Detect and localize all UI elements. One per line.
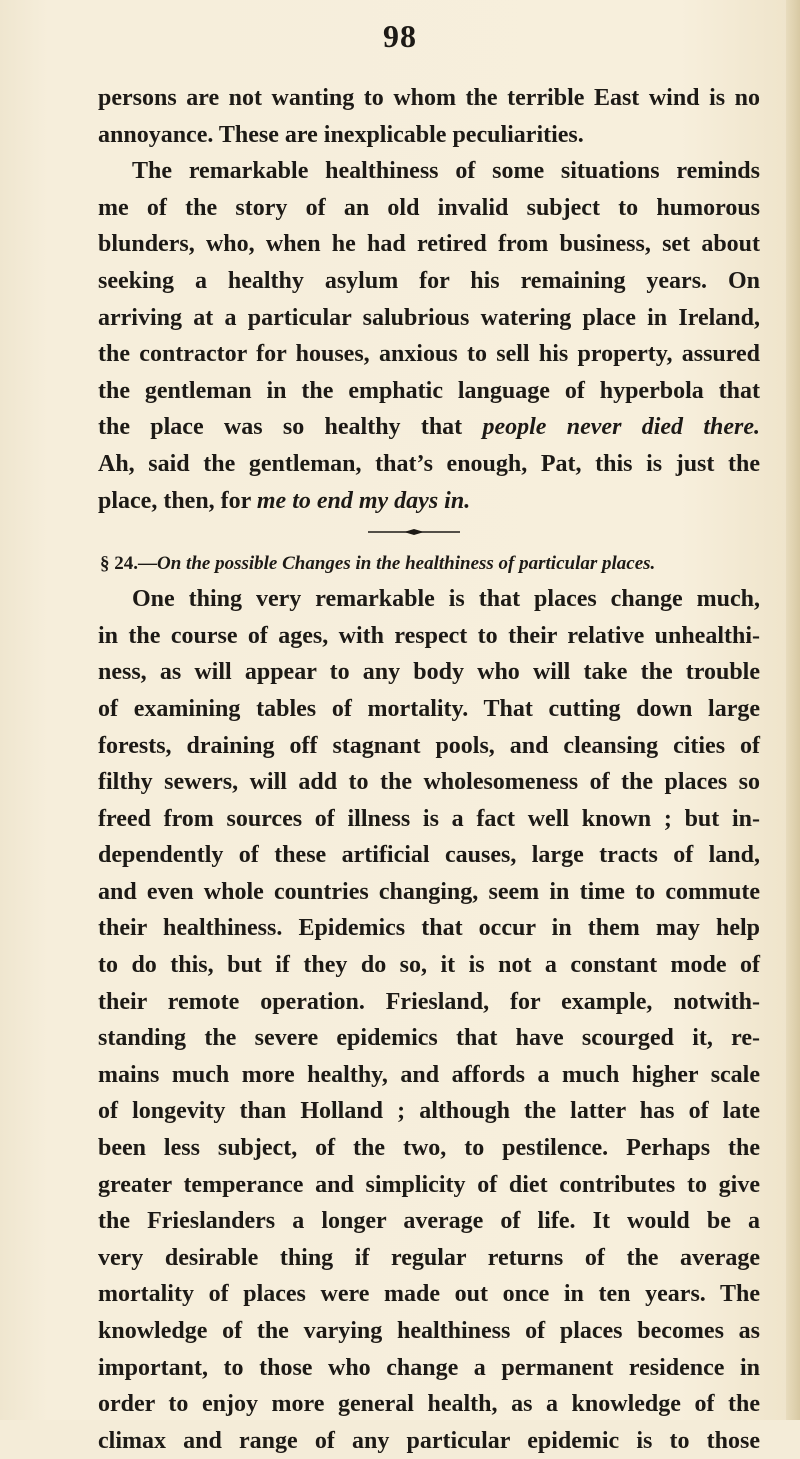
text-line: blunders, who, when he had retired from business, set about: [98, 231, 760, 258]
text-line: One thing very remarkable is that places change much,: [132, 586, 760, 613]
body-text: [98, 80, 760, 1459]
text-line: mains much more healthy, and affords a much higher scale: [98, 1061, 760, 1088]
text-line: to do this, but if they do so, it is not a constant mode of: [98, 952, 760, 979]
text-line: knowledge of the varying healthiness of places becomes as: [98, 1318, 760, 1344]
page-edge-shadow: [786, 0, 800, 1420]
text-line: The remarkable healthiness of some situations reminds: [132, 158, 760, 185]
text-line: the Frieslanders a longer average of life. It would be a: [98, 1208, 760, 1235]
text-line: the contractor for houses, anxious to sell his property, assured: [98, 341, 760, 368]
text-line: their healthiness. Epidemics that occur in them may help: [98, 915, 760, 942]
text-line: annoyance. These are inexplicable peculiarities.: [98, 121, 584, 148]
text-segment: the place was so healthy that: [98, 414, 483, 441]
text-line: greater temperance and simplicity of diet contributes to give: [98, 1171, 760, 1198]
text-line: in the course of ages, with respect to their relative unhealthi-: [98, 622, 760, 649]
italic-phrase: people never died there.: [482, 414, 760, 441]
text-line: ness, as will appear to any body who will take the trouble: [98, 659, 760, 686]
section-number: § 24.—: [100, 553, 157, 575]
text-line: freed from sources of illness is a fact well known ; but in-: [98, 805, 760, 832]
text-line: seeking a healthy asylum for his remaining years. On: [98, 267, 760, 294]
text-line: and even whole countries changing, seem in time to commute: [98, 878, 760, 905]
section-divider-row: [98, 519, 760, 547]
text-line: Ah, said the gentleman, that’s enough, Pat, this is just the: [98, 450, 760, 477]
text-line: been less subject, of the two, to pestilence. Perhaps the: [98, 1135, 760, 1162]
text-line: of examining tables of mortality. That cutting down large: [98, 695, 760, 722]
text-line: important, to those who change a permanent residence in: [98, 1354, 760, 1381]
text-line: of longevity than Holland ; although the latter has of late: [98, 1098, 760, 1125]
text-line: order to enjoy more general health, as a knowledge of the: [98, 1391, 760, 1418]
text-segment: place, then, for: [98, 487, 257, 514]
text-line: climax and range of any particular epidemic is to those: [98, 1427, 760, 1454]
text-line: me of the story of an old invalid subject to humorous: [98, 194, 760, 221]
text-line: the gentleman in the emphatic language of hyperbola that: [98, 377, 760, 404]
ornamental-rule-icon: [368, 529, 460, 532]
text-line: [98, 409, 760, 446]
italic-phrase: me to end my days in.: [256, 487, 471, 514]
text-line: forests, draining off stagnant pools, and cleansing cities of: [98, 732, 760, 759]
text-line: mortality of places were made out once in ten years. The: [98, 1281, 760, 1308]
text-line: their remote operation. Friesland, for example, notwith-: [98, 988, 760, 1015]
text-line: persons are not wanting to whom the terrible East wind is no: [98, 85, 760, 111]
text-line: filthy sewers, will add to the wholesomeness of the places so: [98, 769, 760, 796]
text-line: [98, 483, 760, 520]
page-number: 98: [383, 18, 417, 54]
text-line: arriving at a particular salubrious watering place in Ireland,: [98, 304, 760, 331]
text-line: very desirable thing if regular returns of the average: [98, 1244, 760, 1271]
section-title: On the possible Changes in the healthiness of particular places.: [157, 553, 656, 575]
text-line: dependently of these artificial causes, large tracts of land,: [98, 842, 760, 869]
section-heading: [98, 547, 760, 581]
text-line: standing the severe epidemics that have scourged it, re-: [98, 1025, 760, 1052]
